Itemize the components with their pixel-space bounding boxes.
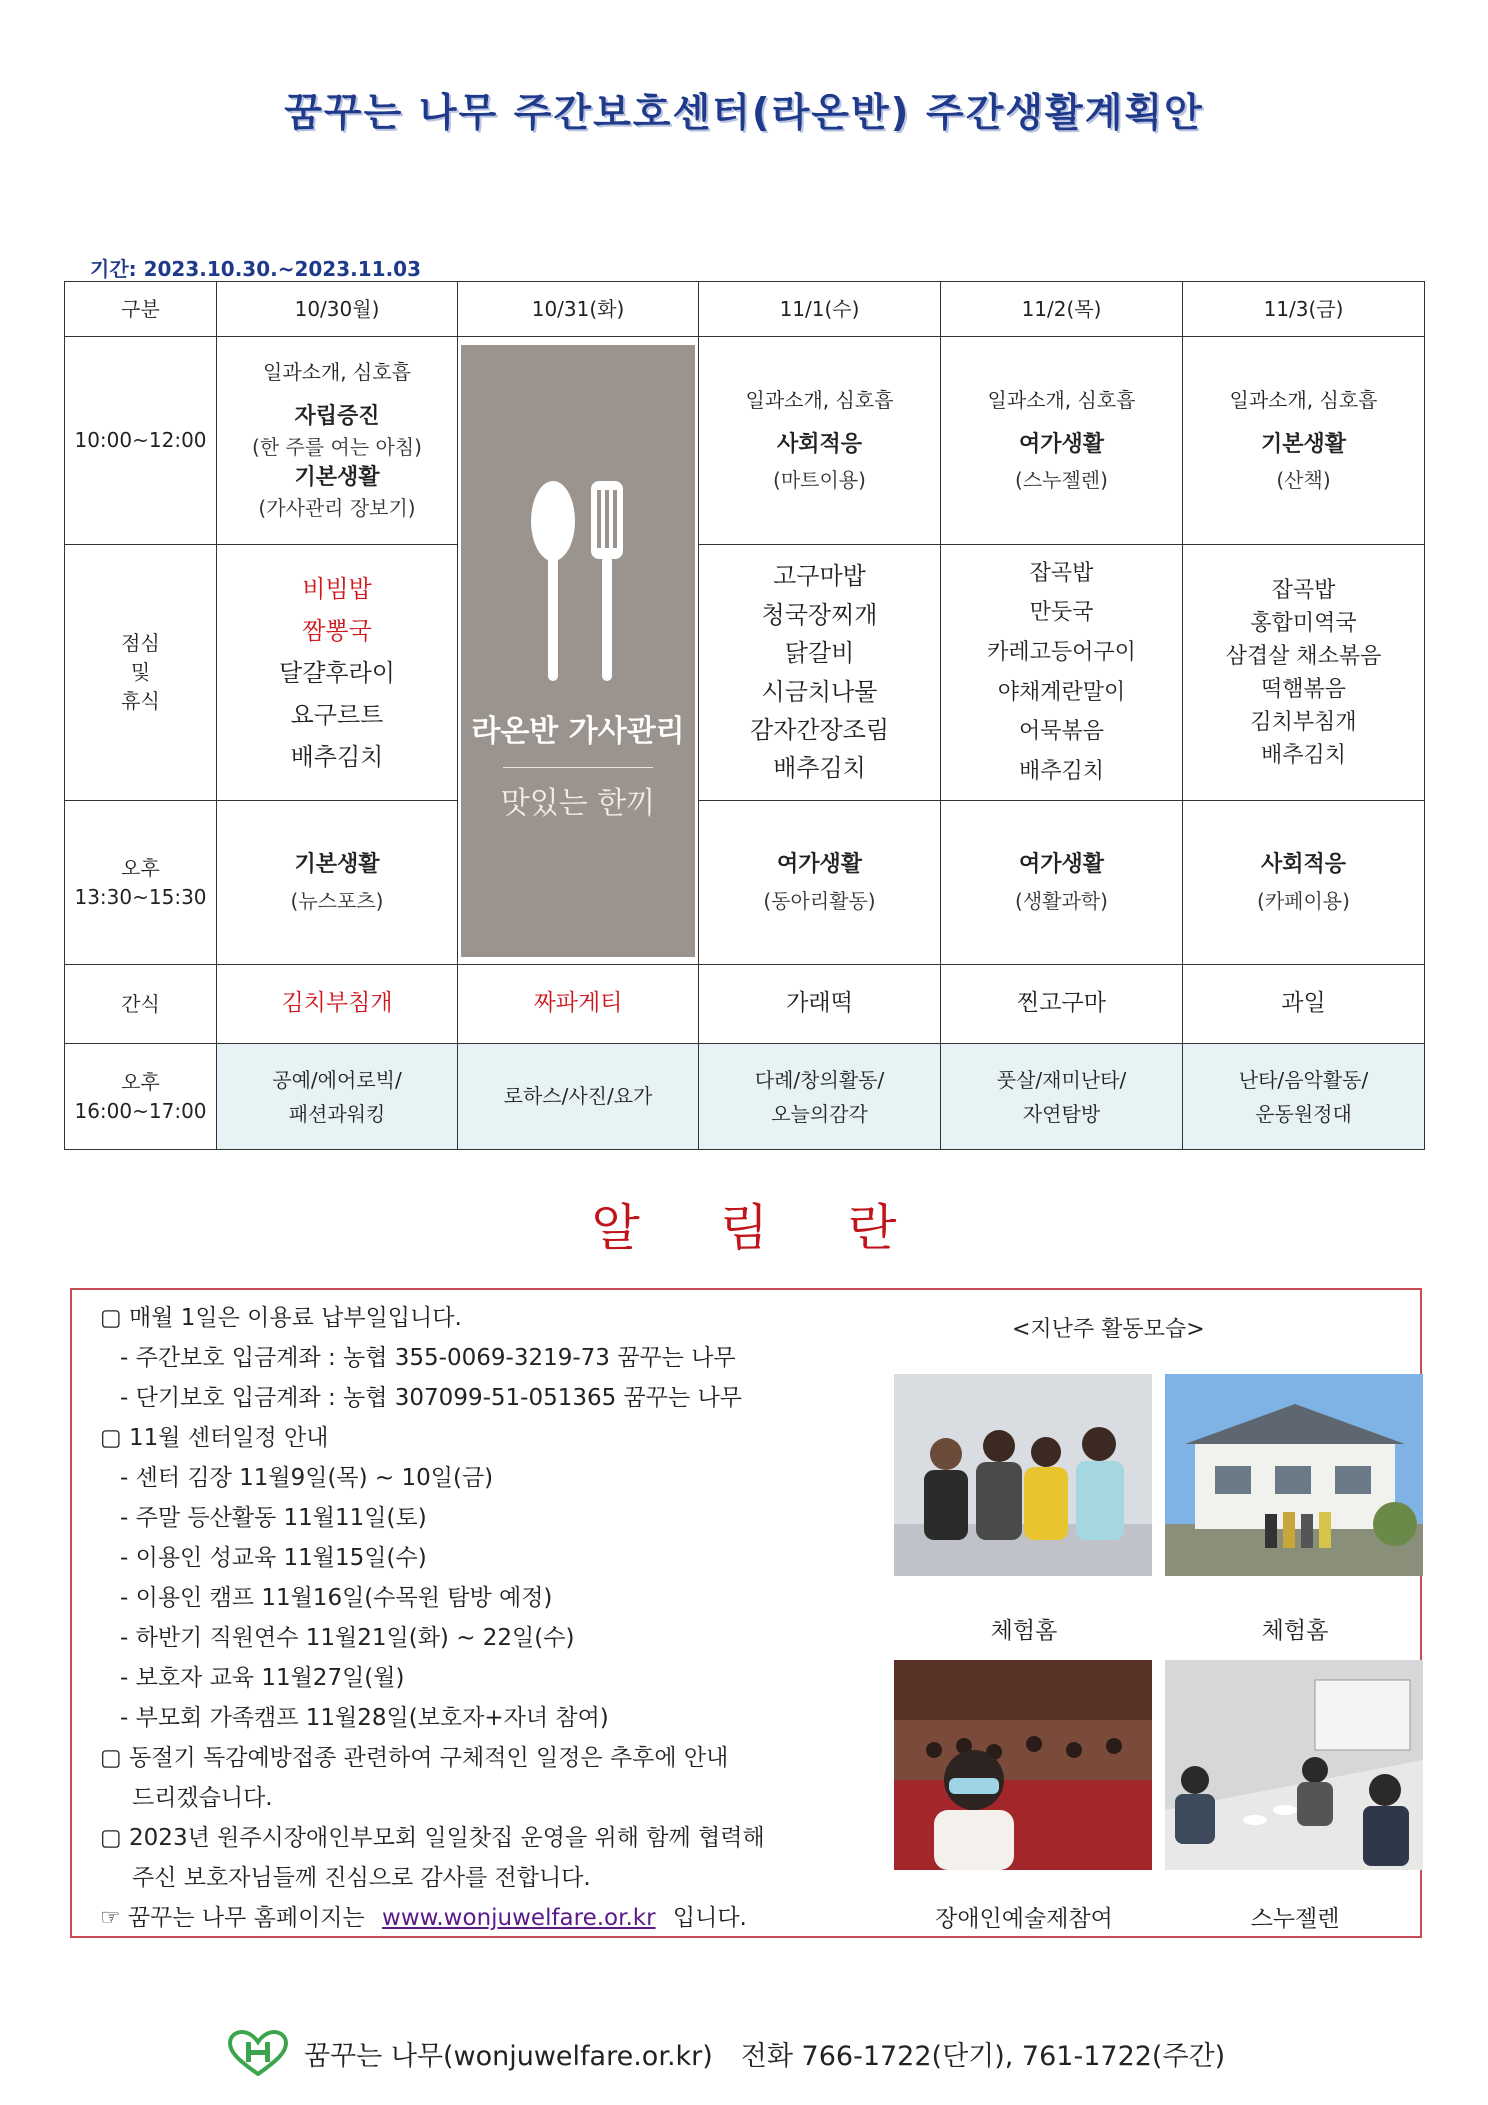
table-cell: 가래떡 bbox=[699, 965, 941, 1044]
menu-item: 감자간장조림 bbox=[749, 715, 890, 744]
cell-line: 사회적응 bbox=[1260, 852, 1346, 878]
header-cell: 10/31(화) bbox=[458, 282, 699, 337]
cell-line: 휴식 bbox=[121, 689, 160, 713]
menu-item: 삼겹살 채소볶음 bbox=[1225, 643, 1382, 669]
photo-caption: 장애인예술제참여 bbox=[935, 1906, 1113, 1932]
cell-line: (뉴스포츠) bbox=[290, 888, 384, 913]
menu-item: 달걀후라이 bbox=[279, 658, 395, 687]
photo-experience-home-2 bbox=[1165, 1374, 1423, 1576]
menu-item: 시금치나물 bbox=[761, 677, 878, 706]
menu-item: 청국장찌개 bbox=[761, 600, 878, 629]
table-header-row bbox=[65, 282, 1425, 337]
table-row bbox=[65, 545, 1425, 801]
homepage-line bbox=[100, 1898, 920, 1938]
photo-experience-home-1 bbox=[894, 1374, 1152, 1576]
table-cell bbox=[217, 1044, 458, 1150]
menu-item: 요구르트 bbox=[290, 700, 384, 729]
cell-line: 자연탐방 bbox=[1022, 1101, 1101, 1126]
header-cell: 구분 bbox=[65, 282, 217, 337]
menu-item: 배추김치 bbox=[1260, 742, 1346, 768]
notice-item: ▢ 2023년 원주시장애인부모회 일일찻집 운영을 위해 함께 협력해 bbox=[100, 1825, 765, 1851]
cell-line: 오늘의감각 bbox=[771, 1101, 868, 1126]
table-cell bbox=[941, 801, 1183, 965]
photo-caption: 체험홈 bbox=[1261, 1618, 1329, 1644]
tuesday-block-subtitle: 맛있는 한끼 bbox=[500, 786, 656, 821]
table-cell bbox=[217, 337, 458, 545]
cell-line: 난타/음악활동/ bbox=[1238, 1067, 1369, 1092]
cell-line: (한 주를 여는 아침) bbox=[252, 435, 422, 459]
page-title: 꿈꾸는 나무 주간보호센터(라온반) 주간생활계획안 bbox=[284, 91, 1204, 136]
period-label: 기간: 2023.10.30.~2023.11.03 bbox=[90, 257, 422, 281]
cell-line: 로하스/사진/요가 bbox=[503, 1084, 653, 1108]
menu-item: 비빔밥 bbox=[302, 574, 372, 603]
cell-line: 공예/에어로빅/ bbox=[272, 1067, 402, 1092]
tuesday-block-title: 라온반 가사관리 bbox=[471, 713, 685, 749]
cell-line: 일과소개, 심호흡 bbox=[745, 387, 894, 412]
menu-item: 김치부침개 bbox=[1250, 709, 1357, 735]
table-cell bbox=[699, 545, 941, 801]
notice-item: - 센터 김장 11월9일(목) ~ 10일(금) bbox=[120, 1465, 494, 1491]
menu-item: 어묵볶음 bbox=[1018, 719, 1104, 745]
notice-item: - 보호자 교육 11월27일(월) bbox=[120, 1665, 405, 1691]
table-cell bbox=[699, 337, 941, 545]
cell-line: 및 bbox=[130, 660, 151, 684]
menu-item: 잡곡밥 bbox=[1029, 560, 1094, 586]
photo-caption: 체험홈 bbox=[990, 1618, 1058, 1644]
menu-item: 홍합미역국 bbox=[1250, 610, 1357, 636]
header-cell: 11/1(수) bbox=[699, 282, 941, 337]
cell-line: 오후 bbox=[121, 855, 160, 880]
menu-item: 카레고등어구이 bbox=[987, 639, 1136, 665]
footer-phone: 전화 766-1722(단기), 761-1722(주간) bbox=[740, 2040, 1226, 2072]
table-cell bbox=[941, 545, 1183, 801]
cell-line: (생활과학) bbox=[1015, 888, 1108, 913]
notice-item: ▢ 11월 센터일정 안내 bbox=[100, 1425, 329, 1451]
menu-item: 닭갈비 bbox=[784, 639, 855, 668]
notice-item: - 하반기 직원연수 11월21일(화) ~ 22일(수) bbox=[120, 1625, 575, 1651]
row-label bbox=[65, 1044, 217, 1150]
table-row bbox=[65, 801, 1425, 965]
header-cell: 11/3(금) bbox=[1183, 282, 1425, 337]
cell-line: 16:00~17:00 bbox=[74, 1098, 207, 1123]
row-label: 간식 bbox=[65, 965, 217, 1044]
cell-line: 13:30~15:30 bbox=[74, 884, 207, 909]
row-label bbox=[65, 801, 217, 965]
menu-item: 떡햄볶음 bbox=[1260, 676, 1346, 702]
tuesday-block bbox=[458, 337, 699, 965]
notice-item: - 주말 등산활동 11월11일(토) bbox=[120, 1505, 427, 1531]
spoon-spatula-icon bbox=[523, 476, 633, 686]
homepage-suffix: 입니다. bbox=[672, 1905, 747, 1931]
photo-arts-festival bbox=[894, 1660, 1152, 1870]
notice-title: 알림란 bbox=[591, 1199, 977, 1257]
menu-item: 야채계란말이 bbox=[997, 679, 1126, 705]
cell-line: 일과소개, 심호흡 bbox=[1229, 387, 1378, 412]
table-row bbox=[65, 1044, 1425, 1150]
cell-line: (가사관리 장보기) bbox=[258, 495, 416, 520]
divider bbox=[503, 767, 653, 768]
cell-line: (스누젤렌) bbox=[1015, 468, 1108, 493]
schedule-table bbox=[64, 281, 1425, 1150]
header-cell: 11/2(목) bbox=[941, 282, 1183, 337]
cell-line: 여가생활 bbox=[1018, 431, 1104, 457]
cell-line: 여가생활 bbox=[1018, 852, 1104, 878]
menu-item: 잡곡밥 bbox=[1271, 577, 1336, 603]
footer bbox=[228, 2028, 1225, 2078]
table-cell bbox=[1183, 545, 1425, 801]
table-cell bbox=[1183, 337, 1425, 545]
menu-item: 배추김치 bbox=[1018, 758, 1104, 784]
notice-item: - 이용인 캠프 11월16일(수목원 탐방 예정) bbox=[120, 1585, 553, 1611]
cell-line: 패션과워킹 bbox=[288, 1101, 386, 1126]
cell-line: 자립증진 bbox=[294, 404, 380, 430]
table-cell bbox=[699, 1044, 941, 1150]
homepage-link[interactable]: www.wonjuwelfare.or.kr bbox=[382, 1905, 656, 1931]
table-cell bbox=[1183, 801, 1425, 965]
table-cell: 김치부침개 bbox=[217, 965, 458, 1044]
notice-item: - 이용인 성교육 11월15일(수) bbox=[120, 1545, 427, 1571]
notice-box bbox=[70, 1288, 1422, 1938]
menu-item: 고구마밥 bbox=[773, 562, 866, 591]
cell-line: 기본생활 bbox=[294, 852, 380, 878]
photo-snoezelen bbox=[1165, 1660, 1423, 1870]
table-cell bbox=[1183, 1044, 1425, 1150]
header-cell: 10/30월) bbox=[217, 282, 458, 337]
notice-item: - 부모회 가족캠프 11월28일(보호자+자녀 참여) bbox=[120, 1705, 609, 1731]
table-cell bbox=[217, 545, 458, 801]
cell-line: 다례/창의활동/ bbox=[754, 1067, 885, 1092]
table-cell bbox=[699, 801, 941, 965]
homepage-prefix: ☞ 꿈꾸는 나무 홈페이지는 bbox=[100, 1905, 365, 1931]
notice-item: - 주간보호 입금계좌 : 농협 355-0069-3219-73 꿈꾸는 나무 bbox=[120, 1345, 736, 1371]
menu-item: 만둣국 bbox=[1029, 600, 1094, 626]
cell-line: (동아리활동) bbox=[763, 888, 876, 913]
cell-line: 기본생활 bbox=[1260, 431, 1346, 457]
menu-item: 배추김치 bbox=[773, 754, 866, 783]
notice-item: ▢ 동절기 독감예방접종 관련하여 구체적인 일정은 추후에 안내 bbox=[100, 1745, 729, 1771]
cell-line: 기본생활 bbox=[294, 465, 380, 490]
cell-line: (산책) bbox=[1276, 468, 1331, 493]
row-label: 10:00~12:00 bbox=[65, 337, 217, 545]
cell-line: 일과소개, 심호흡 bbox=[987, 387, 1136, 412]
notice-item: 주신 보호자님들께 진심으로 감사를 전합니다. bbox=[132, 1865, 591, 1891]
cell-line: 점심 bbox=[121, 631, 160, 655]
cell-line: (카페이용) bbox=[1257, 888, 1350, 913]
menu-item: 짬뽕국 bbox=[302, 616, 372, 645]
cell-line: 운동원정대 bbox=[1255, 1101, 1352, 1126]
menu-item: 배추김치 bbox=[290, 742, 384, 771]
notice-item: - 단기보호 입금계좌 : 농협 307099-51-051365 꿈꾸는 나무 bbox=[120, 1385, 742, 1411]
notice-item: 드리겠습니다. bbox=[132, 1785, 273, 1811]
table-cell: 과일 bbox=[1183, 965, 1425, 1044]
cell-line: 풋살/재미난타/ bbox=[996, 1067, 1127, 1092]
notice-list bbox=[100, 1298, 920, 1938]
table-cell: 찐고구마 bbox=[941, 965, 1183, 1044]
table-row bbox=[65, 337, 1425, 545]
heart-logo-icon bbox=[228, 2030, 288, 2076]
cell-line: 사회적응 bbox=[776, 431, 862, 457]
photos-title: <지난주 활동모습> bbox=[1012, 1317, 1205, 1342]
table-cell bbox=[941, 1044, 1183, 1150]
footer-text: 꿈꾸는 나무(wonjuwelfare.or.kr) bbox=[304, 2040, 713, 2072]
cell-line: 여가생활 bbox=[776, 852, 862, 878]
table-cell: 짜파게티 bbox=[458, 965, 699, 1044]
table-cell bbox=[217, 801, 458, 965]
cell-line: (마트이용) bbox=[773, 468, 866, 493]
photo-caption: 스누젤렌 bbox=[1250, 1906, 1340, 1932]
row-label bbox=[65, 545, 217, 801]
cell-line: 오후 bbox=[121, 1069, 160, 1094]
notice-item: ▢ 매월 1일은 이용료 납부일입니다. bbox=[100, 1305, 462, 1331]
table-cell bbox=[941, 337, 1183, 545]
table-row bbox=[65, 965, 1425, 1044]
table-cell bbox=[458, 1044, 699, 1150]
cell-line: 일과소개, 심호흡 bbox=[263, 360, 411, 385]
